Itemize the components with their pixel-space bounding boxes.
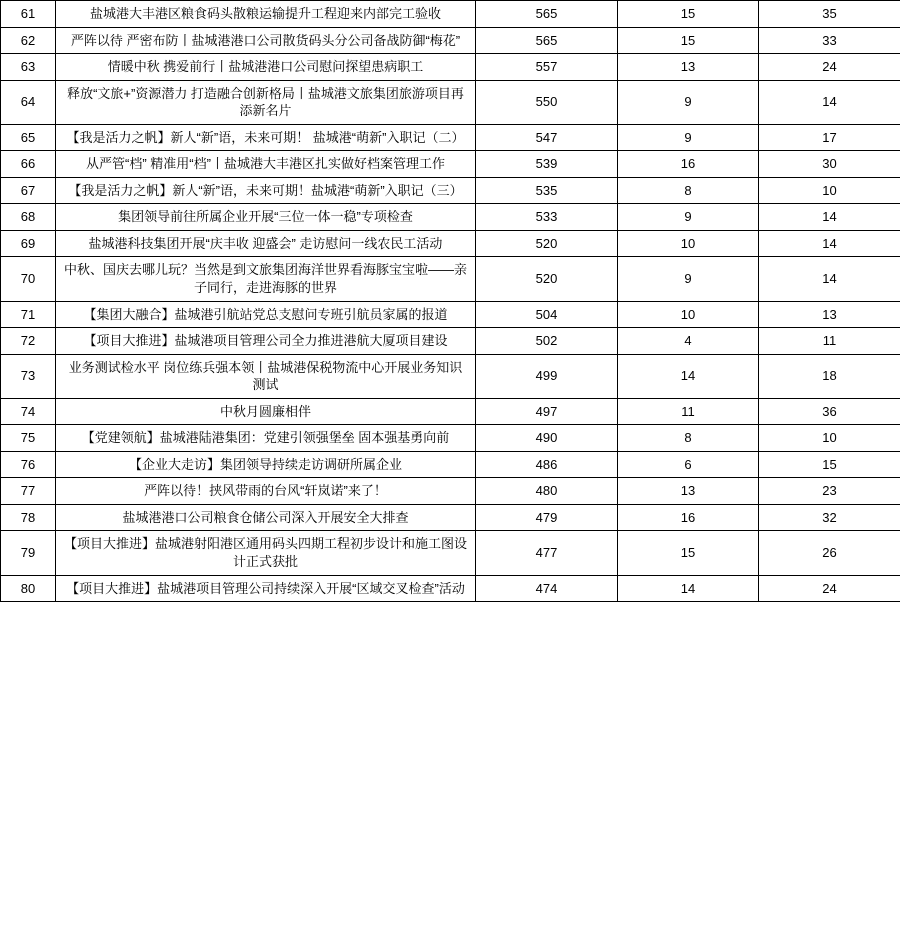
row-title: 【集团大融合】盐城港引航站党总支慰问专班引航员家属的报道 <box>56 301 476 328</box>
row-views: 539 <box>476 151 618 178</box>
table-row <box>1 354 900 398</box>
row-likes: 10 <box>618 301 759 328</box>
row-title: 【项目大推进】盐城港项目管理公司持续深入开展“区域交叉检查”活动 <box>56 575 476 602</box>
row-index: 72 <box>1 328 56 355</box>
row-shares: 14 <box>759 80 900 124</box>
row-likes: 4 <box>618 328 759 355</box>
row-index: 62 <box>1 27 56 54</box>
row-shares: 14 <box>759 204 900 231</box>
row-title: 盐城港大丰港区粮食码头散粮运输提升工程迎来内部完工验收 <box>56 1 476 28</box>
row-title: 【项目大推进】盐城港项目管理公司全力推进港航大厦项目建设 <box>56 328 476 355</box>
row-likes: 9 <box>618 257 759 301</box>
row-index: 74 <box>1 398 56 425</box>
row-views: 547 <box>476 124 618 151</box>
row-views: 490 <box>476 425 618 452</box>
row-index: 78 <box>1 504 56 531</box>
row-shares: 36 <box>759 398 900 425</box>
row-index: 71 <box>1 301 56 328</box>
table-row <box>1 575 900 602</box>
row-views: 474 <box>476 575 618 602</box>
row-likes: 6 <box>618 451 759 478</box>
row-title: 盐城港港口公司粮食仓储公司深入开展安全大排查 <box>56 504 476 531</box>
row-likes: 16 <box>618 151 759 178</box>
table-row <box>1 531 900 575</box>
row-title: 【企业大走访】集团领导持续走访调研所属企业 <box>56 451 476 478</box>
row-views: 477 <box>476 531 618 575</box>
row-title: 释放“文旅+”资源潜力 打造融合创新格局丨盐城港文旅集团旅游项目再添新名片 <box>56 80 476 124</box>
row-title: 集团领导前往所属企业开展“三位一体一稳”专项检查 <box>56 204 476 231</box>
row-views: 504 <box>476 301 618 328</box>
row-likes: 15 <box>618 531 759 575</box>
table-row <box>1 177 900 204</box>
table-row <box>1 425 900 452</box>
row-index: 73 <box>1 354 56 398</box>
row-shares: 35 <box>759 1 900 28</box>
row-index: 77 <box>1 478 56 505</box>
row-shares: 13 <box>759 301 900 328</box>
row-likes: 8 <box>618 425 759 452</box>
table-row <box>1 204 900 231</box>
row-likes: 14 <box>618 575 759 602</box>
row-views: 520 <box>476 230 618 257</box>
table-row <box>1 504 900 531</box>
row-index: 63 <box>1 54 56 81</box>
row-likes: 13 <box>618 54 759 81</box>
row-shares: 17 <box>759 124 900 151</box>
table-row <box>1 301 900 328</box>
row-likes: 15 <box>618 27 759 54</box>
row-index: 66 <box>1 151 56 178</box>
table-row <box>1 398 900 425</box>
row-likes: 15 <box>618 1 759 28</box>
table-row <box>1 1 900 28</box>
row-index: 65 <box>1 124 56 151</box>
table-row <box>1 80 900 124</box>
row-shares: 30 <box>759 151 900 178</box>
table-row <box>1 27 900 54</box>
table-body <box>1 1 900 602</box>
row-title: 业务测试检水平 岗位练兵强本领丨盐城港保税物流中心开展业务知识测试 <box>56 354 476 398</box>
row-index: 79 <box>1 531 56 575</box>
row-shares: 10 <box>759 425 900 452</box>
row-views: 486 <box>476 451 618 478</box>
row-likes: 11 <box>618 398 759 425</box>
row-title: 中秋、国庆去哪儿玩？当然是到文旅集团海洋世界看海豚宝宝啦——亲子同行，走进海豚的世界 <box>56 257 476 301</box>
row-title: 【项目大推进】盐城港射阳港区通用码头四期工程初步设计和施工图设计正式获批 <box>56 531 476 575</box>
row-views: 479 <box>476 504 618 531</box>
table-row <box>1 478 900 505</box>
row-shares: 33 <box>759 27 900 54</box>
row-title: 【我是活力之帆】新人“新”语，未来可期！ 盐城港“萌新”入职记（二） <box>56 124 476 151</box>
row-shares: 26 <box>759 531 900 575</box>
row-index: 76 <box>1 451 56 478</box>
row-index: 80 <box>1 575 56 602</box>
row-likes: 9 <box>618 204 759 231</box>
table-row <box>1 328 900 355</box>
row-index: 69 <box>1 230 56 257</box>
row-title: 情暖中秋 携爱前行丨盐城港港口公司慰问探望患病职工 <box>56 54 476 81</box>
row-index: 64 <box>1 80 56 124</box>
row-views: 565 <box>476 1 618 28</box>
row-shares: 11 <box>759 328 900 355</box>
row-views: 533 <box>476 204 618 231</box>
row-shares: 14 <box>759 230 900 257</box>
row-views: 535 <box>476 177 618 204</box>
row-title: 盐城港科技集团开展“庆丰收 迎盛会” 走访慰问一线农民工活动 <box>56 230 476 257</box>
row-views: 550 <box>476 80 618 124</box>
row-title: 【党建领航】盐城港陆港集团：党建引领强堡垒 固本强基勇向前 <box>56 425 476 452</box>
row-views: 497 <box>476 398 618 425</box>
table-row <box>1 54 900 81</box>
row-likes: 8 <box>618 177 759 204</box>
row-shares: 23 <box>759 478 900 505</box>
row-views: 520 <box>476 257 618 301</box>
row-title: 【我是活力之帆】新人“新”语，未来可期！盐城港“萌新”入职记（三） <box>56 177 476 204</box>
row-index: 61 <box>1 1 56 28</box>
row-likes: 14 <box>618 354 759 398</box>
row-views: 502 <box>476 328 618 355</box>
table-row <box>1 257 900 301</box>
row-likes: 16 <box>618 504 759 531</box>
table-row <box>1 151 900 178</box>
row-shares: 15 <box>759 451 900 478</box>
row-shares: 14 <box>759 257 900 301</box>
table-row <box>1 451 900 478</box>
row-shares: 24 <box>759 54 900 81</box>
row-views: 480 <box>476 478 618 505</box>
row-shares: 18 <box>759 354 900 398</box>
row-index: 67 <box>1 177 56 204</box>
row-views: 499 <box>476 354 618 398</box>
row-likes: 10 <box>618 230 759 257</box>
row-index: 70 <box>1 257 56 301</box>
row-title: 中秋月圆廉相伴 <box>56 398 476 425</box>
row-title: 严阵以待 严密布防丨盐城港港口公司散货码头分公司备战防御“梅花” <box>56 27 476 54</box>
table-row <box>1 124 900 151</box>
row-views: 557 <box>476 54 618 81</box>
row-title: 严阵以待！挟风带雨的台风“轩岚诺”来了！ <box>56 478 476 505</box>
row-shares: 32 <box>759 504 900 531</box>
row-title: 从严管“档” 精准用“档”丨盐城港大丰港区扎实做好档案管理工作 <box>56 151 476 178</box>
row-shares: 10 <box>759 177 900 204</box>
row-likes: 9 <box>618 80 759 124</box>
table-row <box>1 230 900 257</box>
row-index: 75 <box>1 425 56 452</box>
row-views: 565 <box>476 27 618 54</box>
row-likes: 9 <box>618 124 759 151</box>
row-likes: 13 <box>618 478 759 505</box>
row-index: 68 <box>1 204 56 231</box>
row-shares: 24 <box>759 575 900 602</box>
